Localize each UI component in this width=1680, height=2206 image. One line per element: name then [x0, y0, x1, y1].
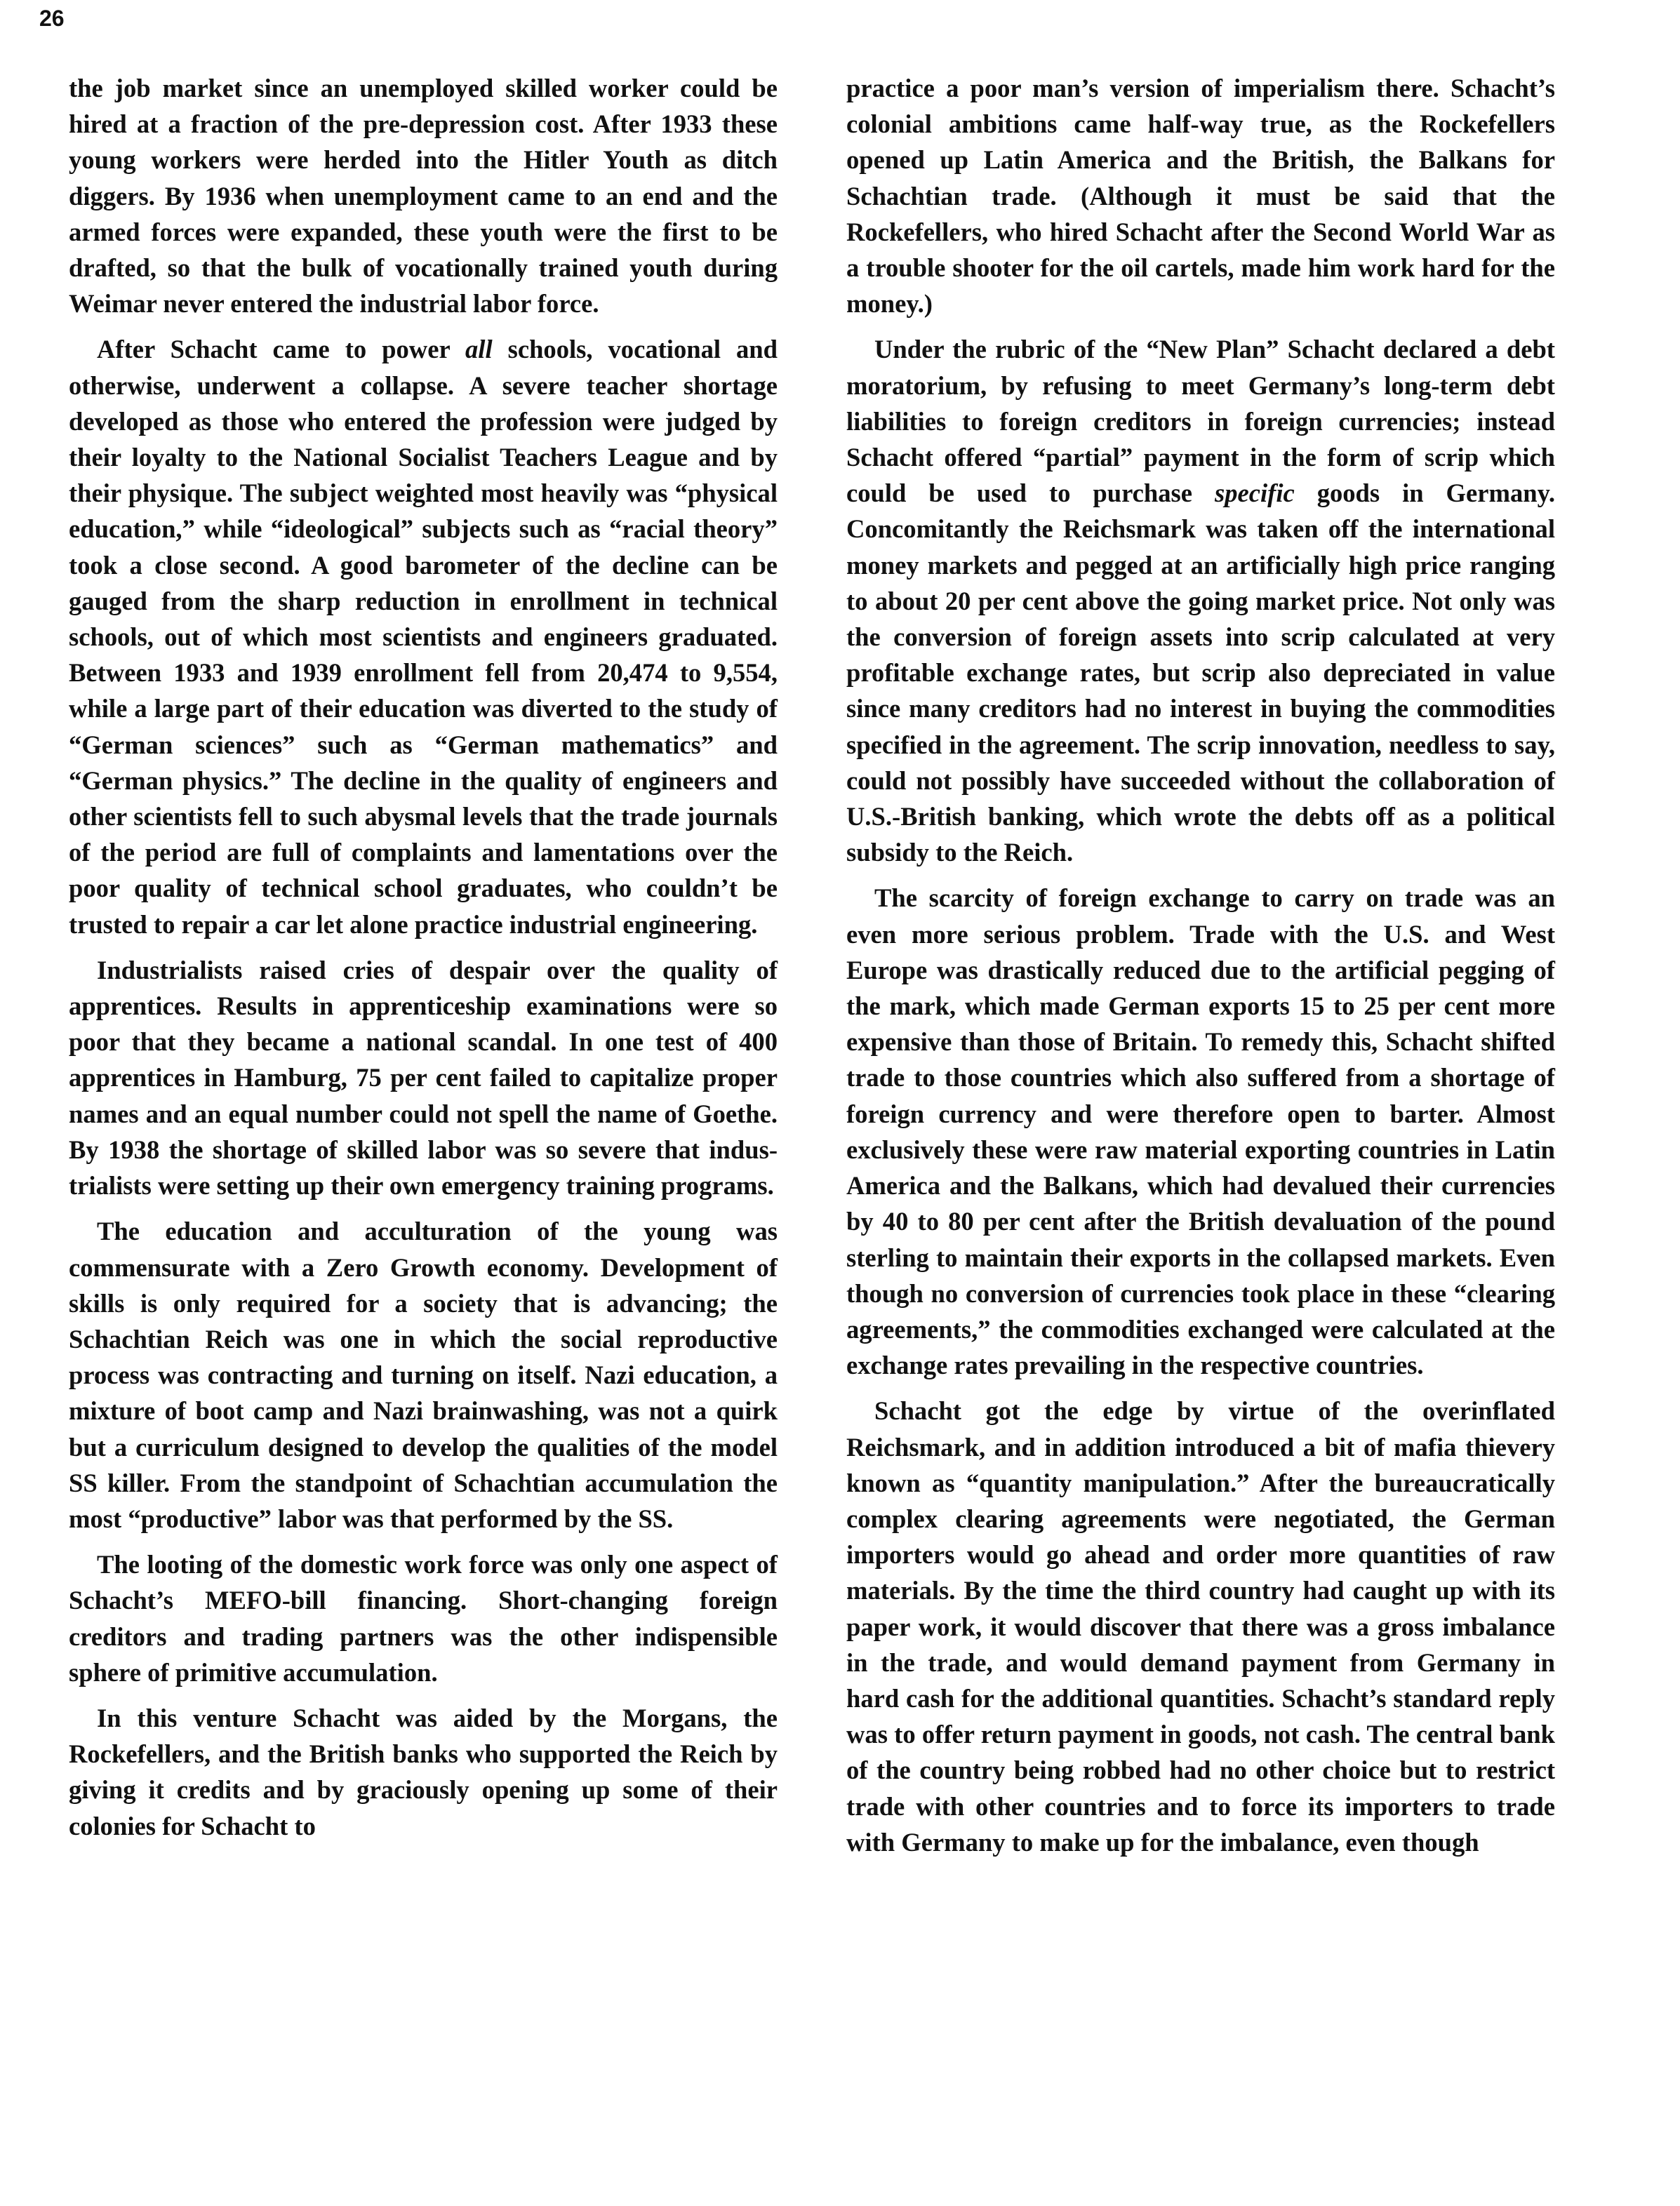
left-column [69, 70, 778, 1854]
paragraph [69, 331, 778, 942]
paragraph [846, 331, 1555, 870]
text-run: Schacht got the edge by virtue of the overinflated Reichsmark, and in addition introduced a bit of mafia thievery known as “quantity manipulation.” After the bureaucratically complex clearing agreements were negotiated, the German importers would go ahead and order more quantities of raw materials. By the time the third country had caught up with its paper work, it would discover that there was a gross imbalance in the trade, and would demand payment from Germany in hard cash for the additional quantities. Schacht’s standard reply was to offer return payment in goods, not cash. The central bank of the country being robbed had no other choice but to restrict trade with other countries and to force its importers to trade with Germany to make up for the imbalance, even though [846, 1396, 1555, 1857]
paragraph [846, 70, 1555, 321]
text-run: the job market since an unemployed skilled worker could be hired at a fraction of the pre-depression cost. After 1933 these young workers were herded into the Hitler Youth as ditch diggers. By 1936 when unemployment came to an end and the armed forces were expanded, these youth were the first to be drafted, so that the bulk of vocationally trained youth during Weimar never entered the industrial labor force. [69, 74, 778, 319]
text-run: schools, vocational and otherwise, underwent a collapse. A severe teacher shortage developed as those who entered the profession were judged by their loyalty to the National Socialist Teachers League and by their physique. The subject weighted most heavily was “physical education,” while “ideological” subjects such as “racial theory” took a close second. A good barometer of the decline can be gauged from the sharp reduction in enrollment in technical schools, out of which most scientists and engineers graduated. Between 1933 and 1939 enrollment fell from 20,474 to 9,554, while a large part of their education was diverted to the study of “German sciences” such as “German mathematics” and “German physics.” The decline in the quality of engineers and other scientists fell to such abysmal levels that the trade journals of the period are full of complaints and lamentations over the poor quality of technical school graduates, who couldn’t be trusted to repair a car let alone practice industrial engineering. [69, 335, 778, 939]
paragraph [69, 70, 778, 321]
text-run: In this venture Schacht was aided by the Morgans, the Rockefellers, and the British banks who supported the Reich by giving it credits and by graciously opening up some of their colonies for Schacht to [69, 1703, 778, 1840]
italic-text: all [465, 335, 493, 364]
text-run: After Schacht came to power [97, 335, 465, 364]
text-run: The education and acculturation of the young was commensurate with a Zero Growth economy. Development of skills is only required for a society that is advancing; the Schachtian Reich was one in which the social reproductive process was contracting and turning on itself. Nazi education, a mixture of boot camp and Nazi brainwashing, was not a quirk but a curriculum designed to develop the qualities of the model SS killer. From the standpoint of Schachtian accumulation the most “productive” labor was that performed by the SS. [69, 1217, 778, 1533]
paragraph [69, 1213, 778, 1537]
text-run: Under the rubric of the “New Plan” Schacht declared a debt moratorium, by refusing to meet Germany’s long-term debt liabilities to foreign creditors in foreign currencies; instead Schacht offered “partial” payment in the form of scrip which could be used to purchase [846, 335, 1555, 508]
paragraph [69, 1546, 778, 1690]
italic-text: specific [1214, 479, 1295, 508]
text-run: practice a poor man’s version of imperialism there. Schacht’s colonial ambitions came half-way true, as the Rockefellers opened up Latin America and the British, the Balkans for Schachtian trade. (Although it must be said that the Rockefellers, who hired Schacht after the Second World War as a trouble shooter for the oil cartels, made him work hard for the money.) [846, 74, 1555, 319]
paragraph [846, 880, 1555, 1383]
paragraph [846, 1393, 1555, 1860]
right-column [846, 70, 1555, 1870]
text-run: Industrialists raised cries of despair over the quality of apprentices. Results in apprenticeship examinations were so poor that they became a national scandal. In one test of 400 apprentices in Hamburg, 75 per cent failed to capitalize proper names and an equal number could not spell the name of Goethe. By 1938 the shortage of skilled labor was so severe that industrialists were setting up their own emergency training programs. [69, 955, 778, 1201]
paragraph [69, 1700, 778, 1844]
page-number: 26 [39, 6, 65, 31]
text-run: goods in Germany. Concomitantly the Reichsmark was taken off the international money markets and pegged at an artificially high price ranging to about 20 per cent above the going market price. Not only was the conversion of foreign assets into scrip calculated at very profitable exchange rates, but scrip also depreciated in value since many creditors had no interest in buying the commodities specified in the agreement. The scrip innovation, needless to say, could not possibly have succeeded without the collaboration of U.S.-British banking, which wrote the debts off as a political subsidy to the Reich. [846, 479, 1556, 867]
text-run: The looting of the domestic work force was only one aspect of Schacht’s MEFO-bill financing. Short-changing foreign creditors and trading partners was the other indispensible sphere of primitive accumulation. [69, 1550, 778, 1687]
paragraph [69, 952, 778, 1203]
text-run: The scarcity of foreign exchange to carry on trade was an even more serious problem. Trade with the U.S. and West Europe was drastically reduced due to the artificial pegging of the mark, which made German exports 15 to 25 per cent more expensive than those of Britain. To remedy this, Schacht shifted trade to those countries which also suffered from a shortage of foreign currency and were therefore open to barter. Almost exclusively these were raw material exporting countries in Latin America and the Balkans, which had devalued their currencies by 40 to 80 per cent after the British devaluation of the pound sterling to maintain their exports in the collapsed markets. Even though no conversion of currencies took place in these “clearing agreements,” the commodities exchanged were calculated at the exchange rates prevailing in the respective countries. [846, 883, 1555, 1380]
